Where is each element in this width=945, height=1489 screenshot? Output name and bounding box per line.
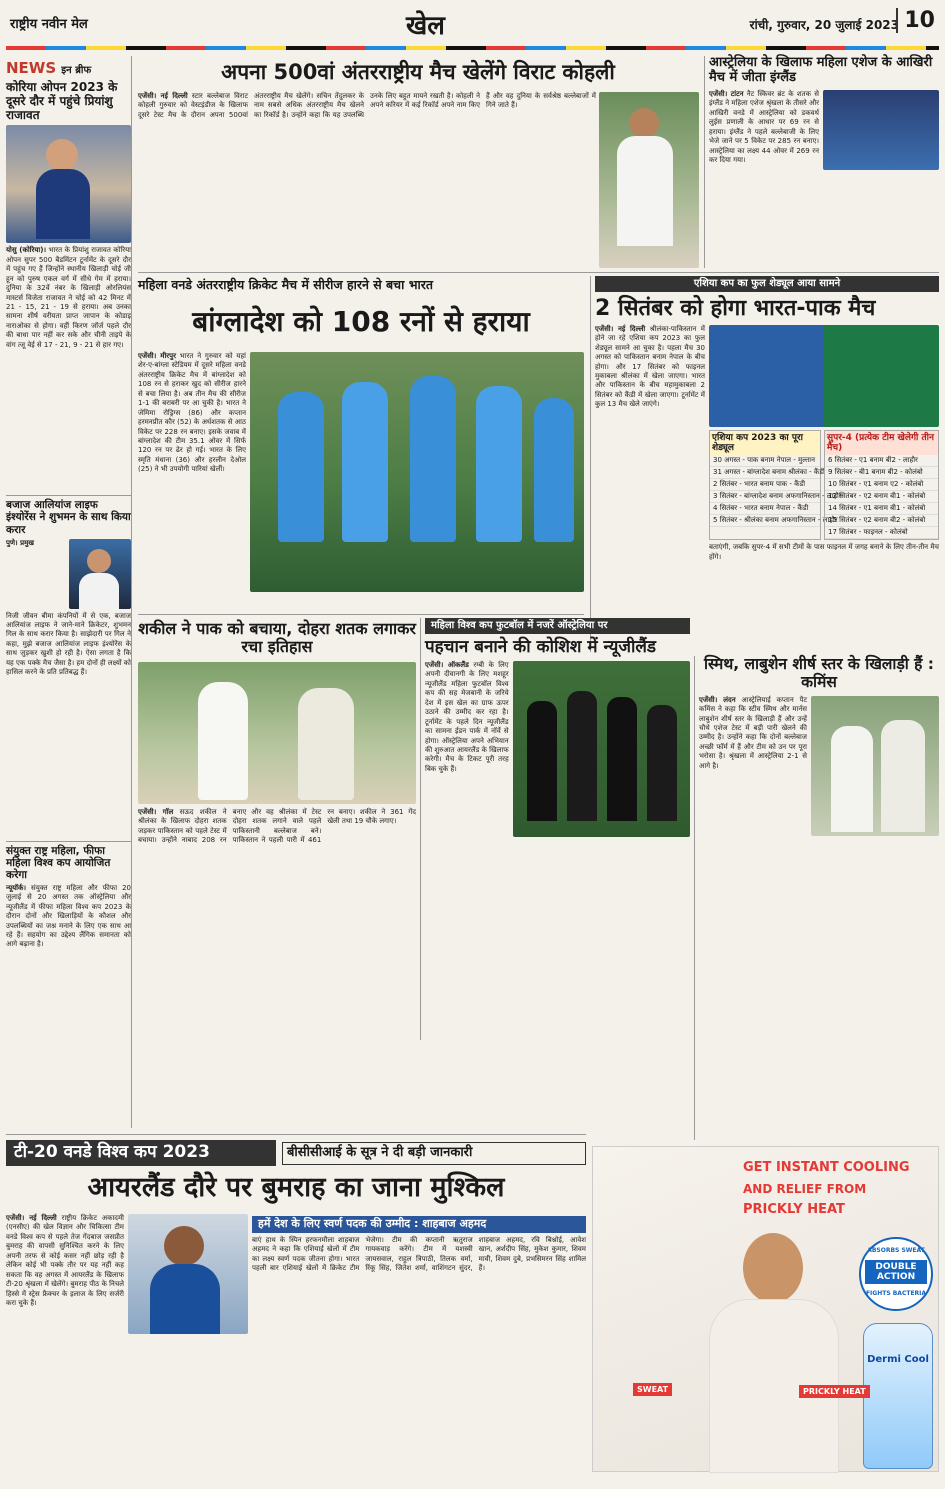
super4-title: सुपर-4 (प्रत्येक टीम खेलेगी तीन मैच) [825, 431, 938, 456]
cummins-body: आस्ट्रेलियाई कप्तान पैट कमिंस ने कहा कि स्टीव स्मिथ और मार्नस लाबुशेन शीर्ष स्तर के खिलाड़ी हैं और उन्हें चौथे एशेज टेस्ट में बड़ी पारी खेलने की उम्मीद है। उन्होंने कहा कि दोनों बल्लेबाज अच्छी फॉर्म में हैं और टीम को उन पर पूरा भरोसा है। श्रृंखला में आस्ट्रेलिया 2-1 से आगे है। [699, 695, 807, 770]
ad-line-1: GET INSTANT COOLING [743, 1160, 910, 1175]
super4-row: 14 सितंबर - ए1 बनाम बी1 - कोलंबो [825, 503, 938, 515]
shakeel-photo [138, 662, 416, 804]
brief-body-1: भारत के प्रियांशु राजावत कोरिया ओपन सुपर 500 बैडमिंटन टूर्नामेंट के दूसरे दौर में पहुंच गए हैं जिन्होंने स्थानीय खिलाड़ी चोई जी हून को पुरुष एकल वर्ग में सीधे गेम में हराया। दुनिया के 32वें नंबर के खिलाड़ी ओरलियंस मास्टर्स विजेता राजावत ने चोई को 42 मिनट में 21 - 15, 21 - 19 से हराया। अब उनका सामना शीर्ष वरीयता प्राप्त जापान के कोडाइ नाराओका से होगा। वहीं किरण जॉर्ज पहले दौर की बाधा पार नहीं कर सके और चीनी ताइपे के वांग त्जू वेई से 17 - 21, 9 - 21 से हार गए। [6, 246, 131, 349]
kohli-headline: अपना 500वां अंतरराष्ट्रीय मैच खेलेंगे विराट कोहली [221, 60, 615, 84]
shakeel-body: सऊद शकील ने श्रीलंका के खिलाफ दोहरा शतक जड़कर पाकिस्तान को पहले टेस्ट में बचाया। उन्होंने नाबाद 208 रन बनाए और वह श्रीलंका में टेस्ट दोहरा शतक लगाने वाले पहले पाकिस्तानी बल्लेबाज बने। पाकिस्तान ने पहली पारी में 461 रन बनाए। शकील ने 361 गेंद खेली तथा 19 चौके लगाए। [138, 808, 416, 845]
shakeel-headline: शकील ने पाक को बचाया, दोहरा शतक लगाकर रचा इतिहास [138, 619, 416, 657]
asia-cup-body: श्रीलंका-पाकिस्तान में होने जा रहे एशिया कप 2023 का फुल शेड्यूल सामने आ चुका है। पहला मैच 30 अगस्त को पाकिस्तान बनाम नेपाल के बीच होगा। और 17 सितंबर को फाइनल मुकाबला श्रीलंका में खेला जाएगा। भारत और पाकिस्तान के बीच महामुकाबला 2 सितंबर को कैंडी में खेला जाएगा। टूर्नामेंट में कुल 13 मैच खेले जाएंगे। [595, 324, 705, 409]
super4-row: 10 सितंबर - ए1 बनाम ए2 - कोलंबो [825, 479, 938, 491]
super4-row: 17 सितंबर - फाइनल - कोलंबो [825, 527, 938, 539]
bumrah-kicker: टी-20 वनडे विश्व कप 2023 [6, 1140, 276, 1166]
england-body: नैट स्किवर ब्रंट के शतक से इंग्लैंड ने महिला एशेज श्रृंखला के तीसरे और आखिरी वनडे में आस्ट्रेलिया को डकवर्थ लुईस प्रणाली के आधार पर 69 रन से हराया। इंग्लैंड ने पहले बल्लेबाजी के लिए भेजे जाने पर 5 विकेट पर 285 रन बनाए। आस्ट्रेलिया का लक्ष्य 44 ओवर में 269 रन कर दिया गया। [709, 89, 819, 164]
bumrah-body: राष्ट्रीय क्रिकेट अकादमी (एनसीए) की खेल विज्ञान और चिकित्सा टीम वनडे विश्व कप से पहले तेज गेंदबाज जसप्रीत बुमराह की वापसी सुनिश्चित करने के लिए अपनी तरफ से कोई कसर नहीं छोड़ रही है लेकिन कोई भी पक्के तौर पर यह नहीं कह सकता कि वह अगस्त में आयरलैंड के खिलाफ टी-20 श्रृंखला में खेलेंगे। बुमराह पीठ के निचले हिस्से में स्ट्रेस फ्रैक्चर के इलाज के लिए सर्जरी करा चुके हैं। [6, 1214, 124, 1307]
schedule-title: एशिया कप 2023 का पूरा शेड्यूल [710, 431, 820, 456]
schedule-row: 30 अगस्त - पाक बनाम नेपाल - मुल्तान [710, 455, 820, 467]
bangladesh-headline: बांग्लादेश को 108 रनों से हराया [192, 305, 530, 338]
schedule-row: 3 सितंबर - बांग्लादेश बनाम अफगानिस्तान - लाहौर [710, 491, 820, 503]
nz-dateline: एजेंसी। ऑकलैंड [425, 661, 469, 670]
news-in-brief-column [6, 56, 132, 1128]
nz-headline: पहचान बनाने की कोशिश में न्यूजीलैंड [425, 636, 657, 657]
cummins-dateline: एजेंसी। लंदन [699, 695, 736, 704]
bumrah-headline: आयरलैंड दौरे पर बुमराह का जाना मुश्किल [87, 1172, 505, 1203]
bangladesh-continued [250, 596, 584, 612]
brief-dateline-2: पुणे। प्रमुख [6, 538, 35, 547]
asia-cup-article [590, 276, 939, 652]
group-schedule-box [709, 430, 842, 541]
bumrah-photo [128, 1214, 248, 1334]
super4-row: 12 सितंबर - ए2 बनाम बी1 - कोलंबो [825, 491, 938, 503]
ad-line-3: PRICKLY HEAT [743, 1202, 845, 1217]
nz-body: रग्बी के लिए अपनी दीवानगी के लिए मशहूर न्यूजीलैंड महिला फुटबॉल विश्व कप की सह मेजबानी के जरिये देश में इस खेल का ग्राफ ऊपर उठाने की उम्मीद कर रहा है। टूर्नामेंट के पहले दिन न्यूजीलैंड का सामना ईडन पार्क में नॉर्वे से होगा। ऑस्ट्रेलिया अपने अभियान की शुरुआत आयरलैंड के खिलाफ करेगी। मैच के टिकट पूरी तरह बिक चुके हैं। [425, 661, 509, 773]
asia-cup-headline: 2 सितंबर को होगा भारत-पाक मैच [595, 295, 876, 321]
masthead [6, 4, 939, 50]
shahbaz-body: बाएं हाथ के स्पिन हरफनमौला शाहबाज अहमद ने कहा कि एशियाई खेलों में टीम का लक्ष्य स्वर्ण पदक जीतना होगा। भारत पहली बार एशियाई खेलों में क्रिकेट टीम भेजेगा। टीम की कप्तानी ऋतुराज गायकवाड़ करेंगे। टीम में यशस्वी जायसवाल, राहुल त्रिपाठी, तिलक वर्मा, रिंकू सिंह, जितेश शर्मा, वाशिंगटन सुंदर, शाहबाज अहमद, रवि बिश्नोई, आवेश खान, अर्शदीप सिंह, मुकेश कुमार, शिवम मावी, शिवम दुबे, प्रभसिमरन सिंह शामिल हैं। [252, 1236, 586, 1273]
super4-row: 6 सितंबर - ए1 बनाम बी2 - लाहौर [825, 455, 938, 467]
date-line: रांची, गुरुवार, 20 जुलाई 2023 [749, 18, 899, 32]
badge-mid-text: DOUBLE ACTION [865, 1260, 927, 1284]
schedule-row: 31 अगस्त - बांग्लादेश बनाम श्रीलंका - कैंडी [710, 467, 820, 479]
england-photo [823, 90, 939, 170]
brand-name: Dermi Cool [867, 1354, 929, 1365]
sweat-tag: SWEAT [633, 1383, 672, 1396]
brief-body-3: संयुक्त राष्ट्र महिला और फीफा 20 जुलाई से 20 अगस्त तक ऑस्ट्रेलिया और न्यूजीलैंड में फीफा महिला विश्व कप 2023 के दौरान दोनों और खिलाड़ियों के कौशल और उपलब्धियों का जश्न मनाने के लिए एक साथ आ रहे हैं। सहयोग का उद्देश्य लैंगिक समानता को आगे बढ़ाना है। [6, 883, 131, 949]
divider [138, 272, 939, 273]
divider [138, 614, 584, 615]
brief-dateline-1: योसु (कोरिया)। [6, 246, 47, 255]
kohli-article [138, 92, 596, 268]
bumrah-dateline: एजेंसी। नई दिल्ली [6, 1214, 57, 1222]
cummins-continued [811, 840, 939, 1126]
england-continued [823, 173, 939, 259]
kohli-dateline: एजेंसी। नई दिल्ली [138, 92, 188, 100]
powder-bottle [863, 1323, 933, 1469]
nz-team-photo [513, 661, 690, 837]
badge-bottom-text: FIGHTS BACTERIA [865, 1290, 927, 1297]
news-label: NEWS [6, 59, 57, 77]
badge-top-text: ABSORBS SWEAT [867, 1247, 925, 1254]
section-title: खेल [406, 11, 445, 41]
color-registration-bar [6, 46, 939, 50]
kohli-body: स्टार बल्लेबाज विराट कोहली गुरुवार को वेस्टइंडीज के खिलाफ दूसरे टेस्ट मैच के दौरान अपना 500वां अंतरराष्ट्रीय मैच खेलेंगे। सचिन तेंदुलकर के नाम सबसे अधिक अंतरराष्ट्रीय मैच खेलने का रिकॉर्ड है। उन्होंने कहा कि यह उपलब्धि उनके लिए बहुत मायने रखती है। कोहली ने अपने करियर में कई रिकॉर्ड अपने नाम किए हैं और वह दुनिया के सर्वश्रेष्ठ बल्लेबाजों में गिने जाते हैं। [138, 92, 596, 119]
kohli-photo [599, 92, 699, 268]
super4-schedule-box [824, 430, 939, 541]
super4-row: 15 सितंबर - ए2 बनाम बी2 - कोलंबो [825, 515, 938, 527]
bangladesh-body: भारत ने गुरुवार को यहां शेर-ए-बांग्ला स्टेडियम में दूसरे महिला वनडे अंतरराष्ट्रीय क्रिकेट मैच में बांग्लादेश को 108 रन से हराकर खुद को सीरीज हारने से बचा लिया है। अब तीन मैच की सीरीज 1-1 की बराबरी पर आ चुकी है। भारत ने जेमिमा रोड्रिग्स (86) और कप्तान हरमनप्रीत कौर (52) के अर्धशतक से आठ विकेट पर 228 रन बनाए। इसके जवाब में बांग्लादेश की टीम 35.1 ओवर में सिर्फ 120 रन पर ढेर हो गई। भारत के लिए स्मृति मंधाना (36) और हरलीन देओल (25) ने भी उपयोगी पारियां खेलीं। [138, 352, 246, 474]
asia-cup-kicker: एशिया कप का फुल शेड्यूल आया सामने [595, 276, 939, 292]
brief-headline-2: बजाज आलियांज लाइफ इंश्योरेंस ने शुभमन के साथ किया करार [6, 495, 131, 535]
divider [6, 1134, 586, 1135]
schedule-row: 4 सितंबर - भारत बनाम नेपाल - कैंडी [710, 503, 820, 515]
bumrah-continued [128, 1338, 248, 1468]
asia-cup-photo [709, 325, 939, 427]
super4-row: 9 सितंबर - बी1 बनाम बी2 - कोलंबो [825, 467, 938, 479]
asia-cup-tail: बताएंगी, जबकि सुपर-4 में सभी टीमों के पास फाइनल में जगह बनाने के लिए तीन-तीन मैच होंगे। [709, 543, 939, 561]
asia-cup-dateline: एजेंसी। नई दिल्ली [595, 324, 646, 333]
dermicool-advertisement [592, 1146, 939, 1472]
page-number: 10 [896, 8, 935, 33]
cummins-photo [811, 696, 939, 836]
shakeel-dateline: एजेंसी। गॉल [138, 808, 174, 816]
england-dateline: एजेंसी। टांटन [709, 89, 744, 98]
england-article [704, 56, 939, 268]
brief-label: इन ब्रीफ [61, 65, 92, 76]
england-headline: आस्ट्रेलिया के खिलाफ महिला एशेज के आखिरी मैच में जीता इंग्लैंड [709, 55, 933, 85]
brief-photo-2 [69, 539, 131, 609]
shahbaz-headline: हमें देश के लिए स्वर्ण पदक की उम्मीद : शाहबाज अहमद [252, 1216, 586, 1233]
brief-photo-1 [6, 125, 131, 243]
newspaper-name: राष्ट्रीय नवीन मेल [10, 17, 88, 32]
brief-dateline-3: न्यूयॉर्क। [6, 883, 27, 892]
cummins-article [694, 656, 939, 1140]
bangladesh-dateline: एजेंसी। मीरपुर [138, 352, 176, 360]
bangladesh-team-photo [250, 352, 584, 592]
double-action-badge [859, 1237, 933, 1311]
ad-model-figure [703, 1233, 853, 1473]
nz-continued [513, 841, 690, 1021]
schedule-row: 2 सितंबर - भारत बनाम पाक - कैंडी [710, 479, 820, 491]
schedule-row: 5 सितंबर - श्रीलंका बनाम अफगानिस्तान - लाहौर [710, 515, 820, 527]
nz-article [420, 618, 690, 1040]
brief-body-2: निजी जीवन बीमा कंपनियों में से एक, बजाज आलियांज लाइफ ने जाने-माने क्रिकेटर, शुभमन गिल के साथ करार किया है। साझेदारी पर गिल ने कहा, मुझे बजाज आलियांज लाइफ इंश्योरेंस के साथ जुड़कर खुशी हो रही है। ऐसा लगता है कि यह एक पक्के मैच जैसा है। हम दोनों ही लक्ष्यों को हासिल करने के प्रति प्रतिबद्ध हैं। [6, 611, 131, 677]
bumrah-kicker-2: बीसीसीआई के सूत्र ने दी बड़ी जानकारी [282, 1142, 586, 1165]
brief-headline-1: कोरिया ओपन 2023 के दूसरे दौर में पहुंचे प्रियांशु राजावत [6, 80, 118, 122]
ad-line-2: AND RELIEF FROM [743, 1182, 867, 1196]
cummins-headline: स्मिथ, लाबुशेन शीर्ष स्तर के खिलाड़ी हैं : कमिंस [704, 655, 934, 691]
nz-kicker: महिला विश्व कप फुटबॉल में नजरें ऑस्ट्रेलिया पर [425, 618, 690, 634]
prickly-heat-tag: PRICKLY HEAT [799, 1385, 870, 1398]
bangladesh-kicker: महिला वनडे अंतरराष्ट्रीय क्रिकेट मैच में सीरीज हारने से बचा भारत [138, 277, 433, 292]
brief-headline-3: संयुक्त राष्ट्र महिला, फीफा महिला विश्व कप आयोजित करेगा [6, 841, 131, 881]
